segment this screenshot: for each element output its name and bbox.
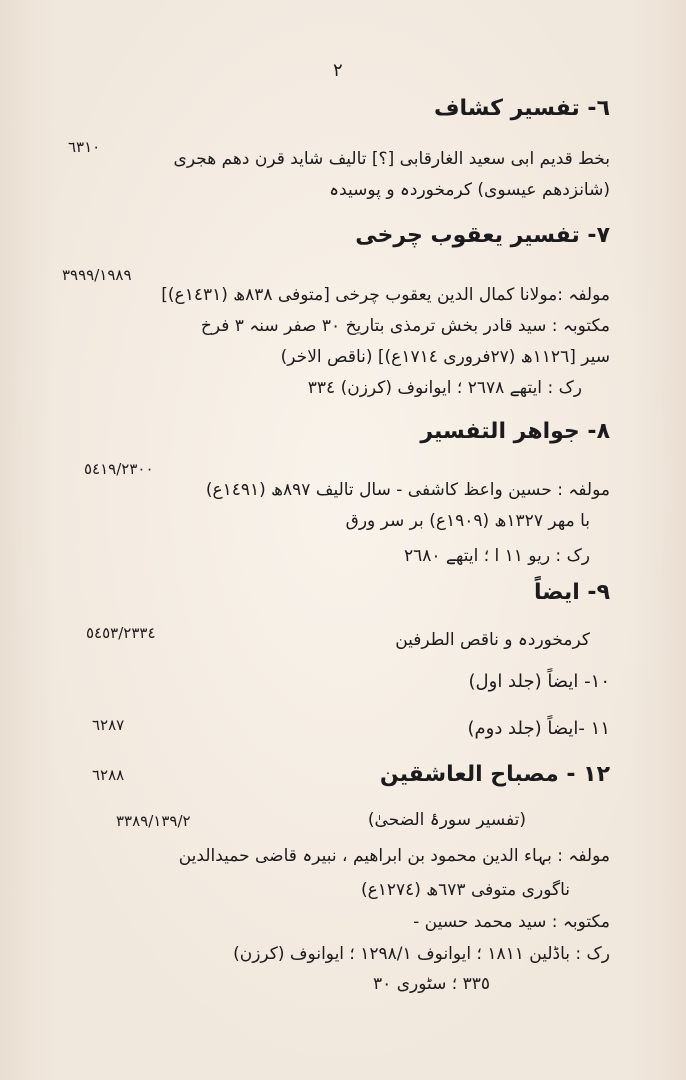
entry-reference-number: ٦٢٨٧ <box>92 716 125 734</box>
entry-reference-number: ٣٩٩٩/١٩٨٩ <box>62 266 132 284</box>
entry-line: مولفہ : بہاء الدین محمود بن ابراھیم ، نبیرہ قاضی حمیدالدین <box>178 846 610 866</box>
entry-title: ١٢ - مصباح العاشقین <box>379 762 610 787</box>
entry-line: مولفہ :مولانا کمال الدین یعقوب چرخی [متوفی ٨٣٨ھ (١٤٣١ع)] <box>161 285 610 305</box>
entry-line: رک : ایتھے ٢٦٧٨ ؛ ایوانوف (کرزن) ٣٣٤ <box>307 378 582 398</box>
entry-line: سیر [١١٢٦ھ (٢٧فروری ١٧١٤ع)] (ناقص الاخر) <box>280 347 610 367</box>
entry-reference-number: ٥٤٥٣/٢٣٣٤ <box>86 624 156 642</box>
entry-line: بخط قدیم ابی سعید الغارقابی [؟] تالیف شاید قرن دھم ھجری <box>173 149 610 169</box>
entry-line: (تفسیر سورۂ الضحیٰ) <box>367 810 526 830</box>
page-number: ٢ <box>333 60 343 81</box>
entry-reference-number: ٦٣١٠ <box>68 138 101 156</box>
entry-line: ٣٣٥ ؛ سٹوری ٣٠ <box>373 974 490 994</box>
entry-line: مکتوبہ : سید محمد حسین - <box>413 912 610 932</box>
entry-line: مکتوبہ : سید قادر بخش ترمذی بتاریخ ٣٠ صفر سنہ ٣ فرخ <box>200 316 610 336</box>
entry-reference-number: ٣٣٨٩/١٣٩/٢ <box>116 812 191 830</box>
entry-title: ٨- جواھر التفسیر <box>420 419 610 444</box>
entry-title: ١١ -ایضاً (جلد دوم) <box>467 718 610 739</box>
entry-title: ٦- تفسیر کشاف <box>433 96 610 121</box>
entry-line: با مھر ١٣٢٧ھ (١٩٠٩ع) بر سر ورق <box>345 511 590 531</box>
entry-line: رک : ریو ١١ ا ؛ ایتھے ٢٦٨٠ <box>403 546 590 566</box>
entry-reference-number: ٥٤١٩/٢٣٠٠ <box>84 460 154 478</box>
entry-title: ٩- ایضاً <box>534 580 610 605</box>
entry-line: رک : باڈلین ١٨١١ ؛ ایوانوف ١٢٩٨/١ ؛ ایوانوف (کرزن) <box>233 944 610 964</box>
entry-line: کرمخوردہ و ناقص الطرفین <box>395 630 590 650</box>
entry-line: ناگوری متوفی ٦٧٣ھ (١٢٧٤ع) <box>360 880 570 900</box>
entry-reference-number: ٦٢٨٨ <box>92 766 125 784</box>
entry-line: (شانزدھم عیسوی) کرمخوردہ و پوسیدہ <box>329 180 610 200</box>
entry-title: ١٠- ایضاً (جلد اول) <box>468 671 610 692</box>
entry-title: ٧- تفسیر یعقوب چرخی <box>355 223 610 248</box>
entry-line: مولفہ : حسین واعظ کاشفی - سال تالیف ٨٩٧ھ (١٤٩١ع) <box>205 480 610 500</box>
